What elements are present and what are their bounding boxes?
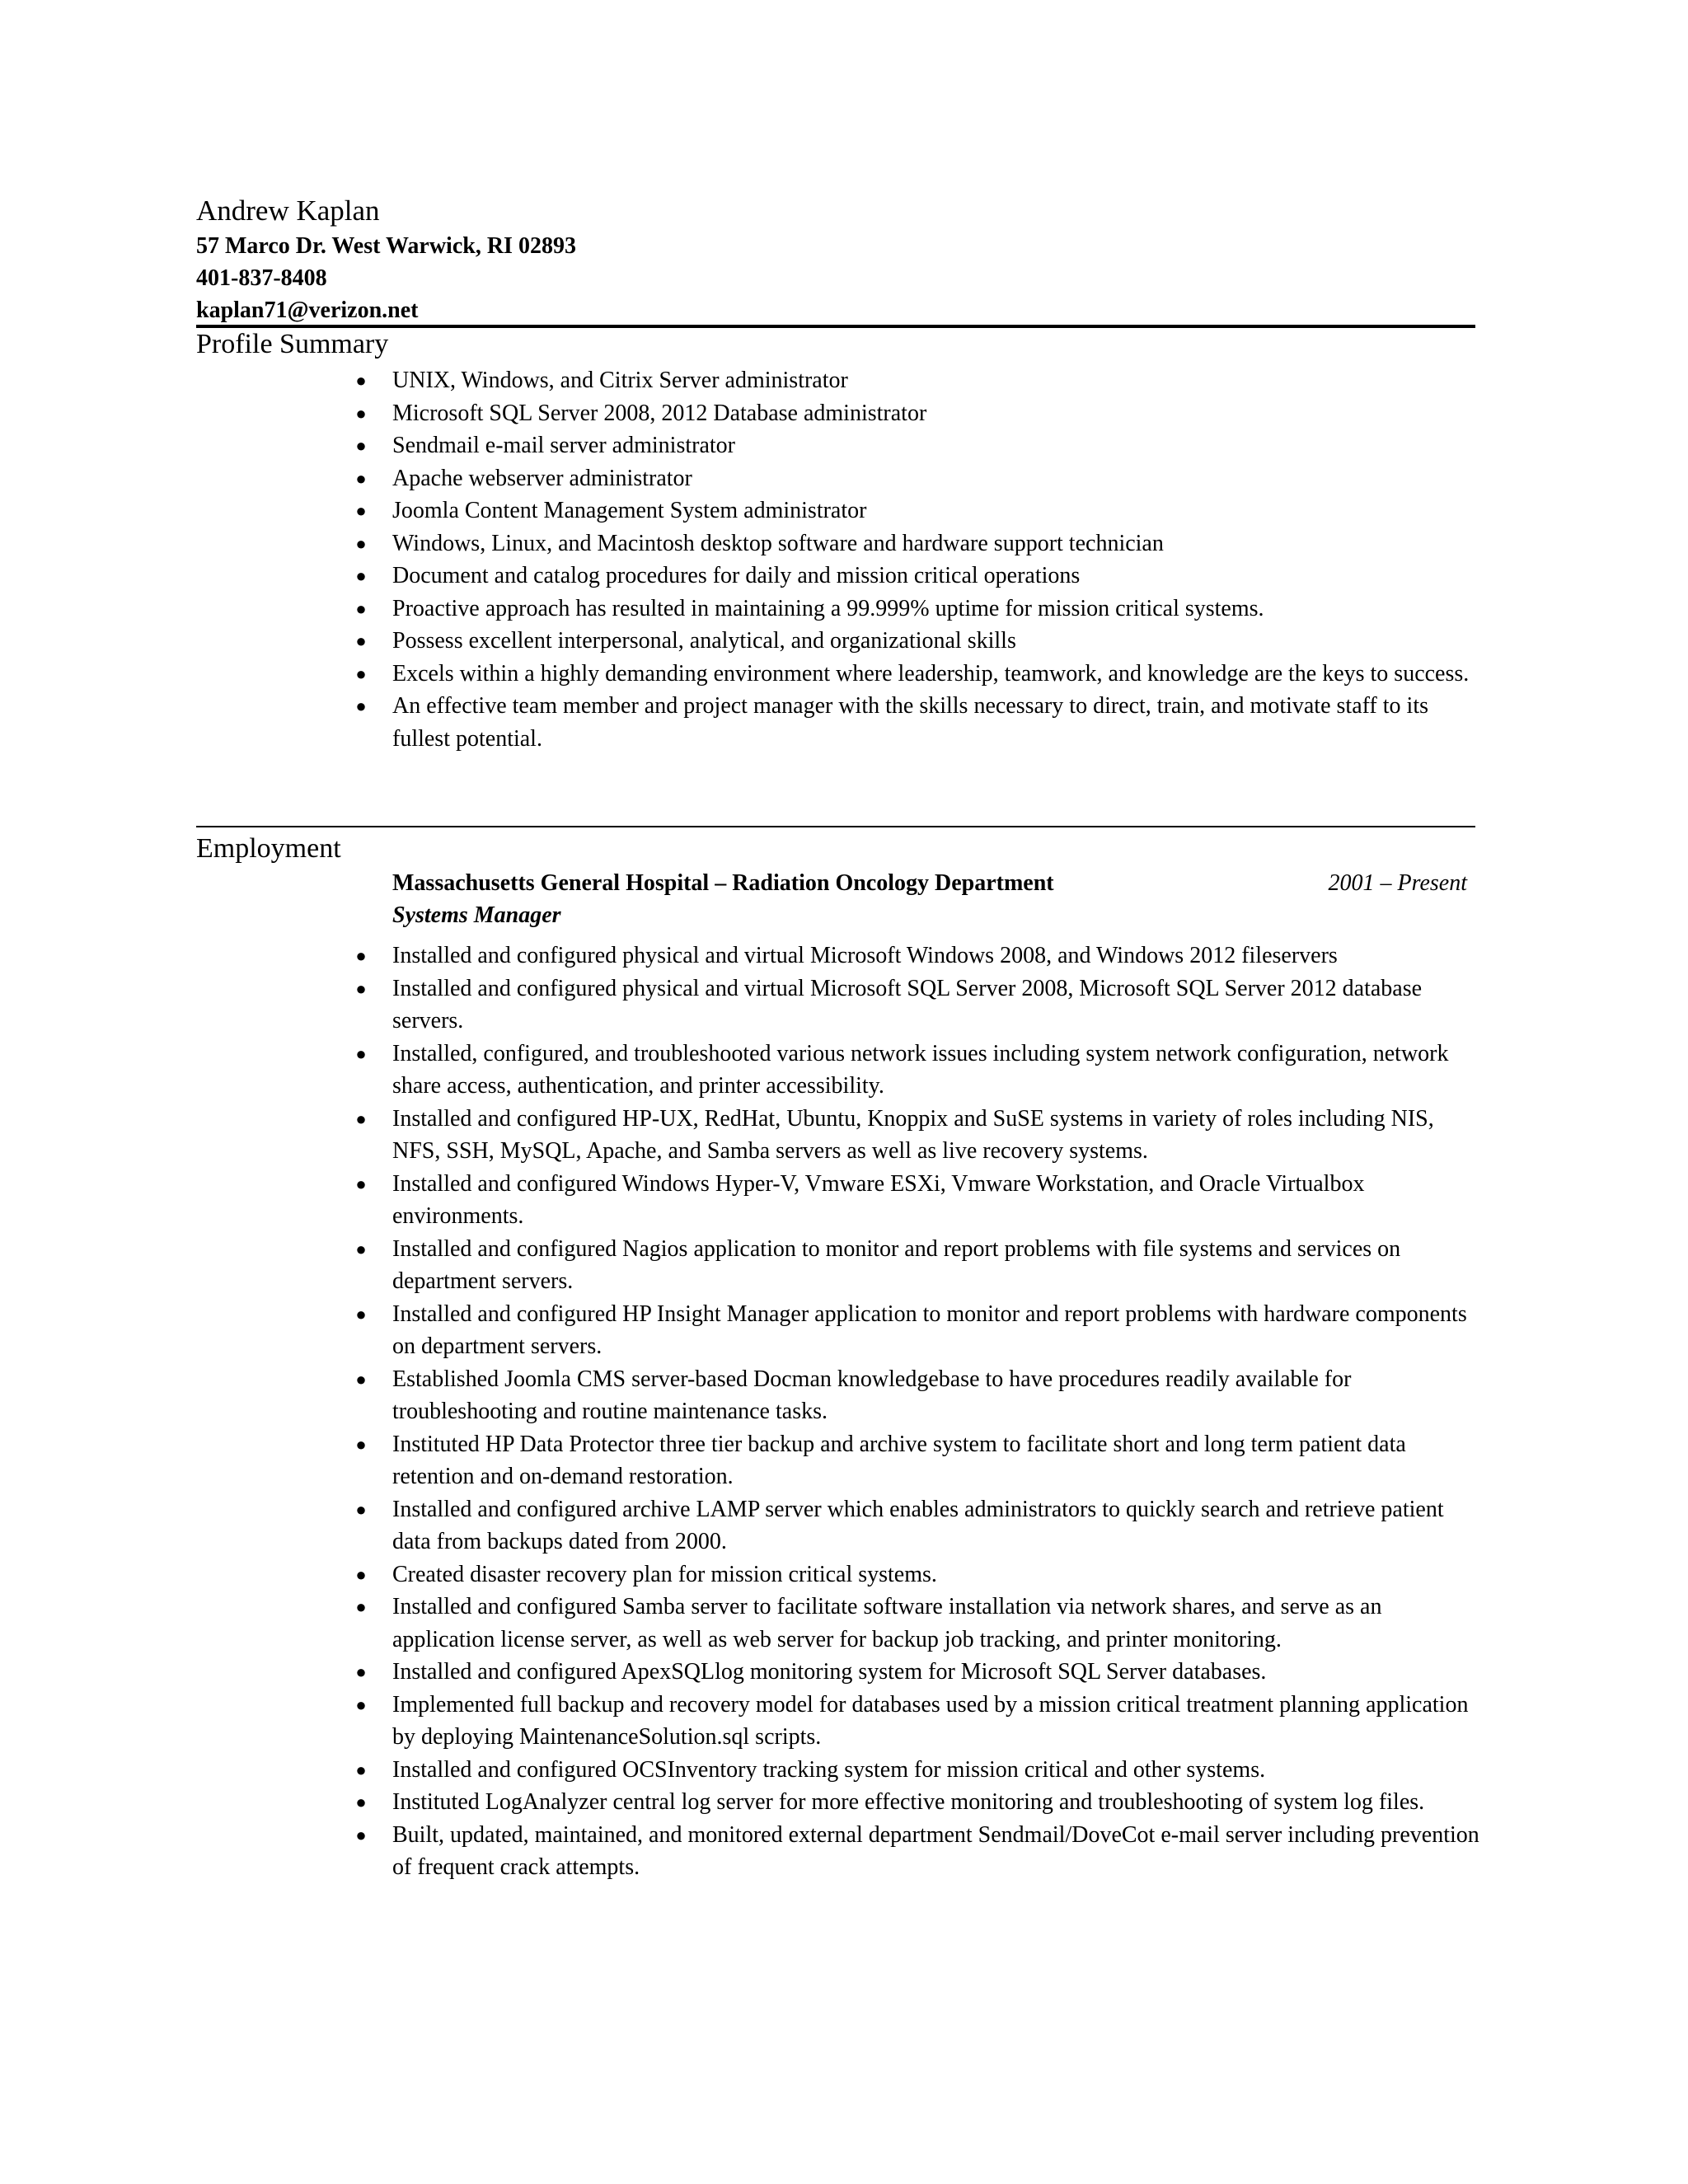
- list-item: ● Built, updated, maintained, and monitored external department Sendmail/DoveCot e-mail server including prevention of frequent crack attempts.: [353, 1819, 1482, 1884]
- list-item: ● Installed and configured physical and virtual Microsoft Windows 2008, and Windows 2012 fileservers: [353, 940, 1482, 972]
- bullet-icon: ●: [355, 1433, 367, 1455]
- employer-line: [392, 867, 1467, 899]
- list-item: ● Excels within a highly demanding environment where leadership, teamwork, and knowledge are the keys to success.: [353, 658, 1482, 691]
- bullet-icon: ●: [355, 435, 367, 456]
- bullet-icon: ●: [355, 1108, 367, 1129]
- list-item: ● Installed and configured Samba server to facilitate software installation via network shares, and serve as an application license server, as well as web server for backup job tracking, and printer monitoring.: [353, 1591, 1482, 1656]
- list-item: ● Installed and configured Windows Hyper-V, Vmware ESXi, Vmware Workstation, and Oracle Virtualbox environments.: [353, 1168, 1482, 1233]
- list-item: ● Document and catalog procedures for daily and mission critical operations: [353, 560, 1482, 593]
- job-header: [392, 867, 1467, 931]
- bullet-icon: ●: [355, 1792, 367, 1812]
- list-item: ● UNIX, Windows, and Citrix Server administrator: [353, 364, 1482, 397]
- employment-heading: Employment: [196, 833, 341, 864]
- bullet-icon: ●: [355, 467, 367, 489]
- profile-summary-list: [353, 364, 1482, 755]
- profile-summary-heading: Profile Summary: [196, 329, 389, 359]
- phone-number: 401-837-8408: [196, 265, 327, 291]
- list-item: ● Created disaster recovery plan for mission critical systems.: [353, 1558, 1482, 1591]
- bullet-icon: ●: [355, 1498, 367, 1520]
- bullet-icon: ●: [355, 1173, 367, 1194]
- bullet-icon: ●: [355, 370, 367, 391]
- employment-duties-list: [353, 940, 1482, 1884]
- bullet-icon: ●: [355, 1043, 367, 1064]
- section-divider: [196, 826, 1475, 827]
- list-item: ● Installed and configured HP Insight Manager application to monitor and report problems with hardware components on department servers.: [353, 1298, 1482, 1363]
- bullet-icon: ●: [355, 1303, 367, 1324]
- employer-name: Massachusetts General Hospital – Radiation Oncology Department: [392, 870, 1054, 896]
- list-item: ● Joomla Content Management System administrator: [353, 494, 1482, 527]
- list-item: ● Established Joomla CMS server-based Docman knowledgebase to have procedures readily available for troubleshooting and routine maintenance tasks.: [353, 1363, 1482, 1428]
- bullet-icon: ●: [355, 1238, 367, 1259]
- list-item: ● Installed and configured OCSInventory tracking system for mission critical and other systems.: [353, 1754, 1482, 1787]
- applicant-name: Andrew Kaplan: [196, 194, 380, 227]
- bullet-icon: ●: [355, 1661, 367, 1682]
- list-item: ● Installed, configured, and troubleshooted various network issues including system network configuration, network share access, authentication, and printer accessibility.: [353, 1038, 1482, 1103]
- bullet-icon: ●: [355, 1824, 367, 1845]
- list-item: ● An effective team member and project manager with the skills necessary to direct, train, and motivate staff to its fullest potential.: [353, 690, 1482, 755]
- bullet-icon: ●: [355, 1759, 367, 1780]
- list-item: ● Microsoft SQL Server 2008, 2012 Database administrator: [353, 397, 1482, 430]
- list-item: ● Possess excellent interpersonal, analytical, and organizational skills: [353, 625, 1482, 658]
- bullet-icon: ●: [355, 598, 367, 619]
- bullet-icon: ●: [355, 945, 367, 966]
- bullet-icon: ●: [355, 402, 367, 424]
- email-address: kaplan71@verizon.net: [196, 298, 419, 323]
- list-item: ● Installed and configured ApexSQLlog monitoring system for Microsoft SQL Server databases.: [353, 1656, 1482, 1689]
- employment-dates: 2001 – Present: [1328, 870, 1467, 896]
- bullet-icon: ●: [355, 630, 367, 651]
- bullet-icon: ●: [355, 1563, 367, 1585]
- list-item: ● Apache webserver administrator: [353, 462, 1482, 495]
- list-item: ● Instituted LogAnalyzer central log server for more effective monitoring and troubleshooting of system log files.: [353, 1786, 1482, 1819]
- bullet-icon: ●: [355, 1368, 367, 1390]
- list-item: ● Proactive approach has resulted in maintaining a 99.999% uptime for mission critical systems.: [353, 593, 1482, 626]
- list-item: ● Installed and configured HP-UX, RedHat, Ubuntu, Knoppix and SuSE systems in variety of roles including NIS, NFS, SSH, MySQL, Apache, and Samba servers as well as live recovery systems.: [353, 1103, 1482, 1168]
- list-item: ● Instituted HP Data Protector three tier backup and archive system to facilitate short and long term patient data retention and on-demand restoration.: [353, 1428, 1482, 1493]
- job-title: Systems Manager: [392, 902, 561, 928]
- list-item: ● Sendmail e-mail server administrator: [353, 429, 1482, 462]
- list-item: ● Installed and configured Nagios application to monitor and report problems with file systems and services on department servers.: [353, 1233, 1482, 1298]
- bullet-icon: ●: [355, 663, 367, 684]
- bullet-icon: ●: [355, 696, 367, 716]
- address: 57 Marco Dr. West Warwick, RI 02893: [196, 233, 576, 259]
- bullet-icon: ●: [355, 565, 367, 586]
- resume-header: [196, 192, 1482, 326]
- bullet-icon: ●: [355, 1694, 367, 1715]
- bullet-icon: ●: [355, 977, 367, 999]
- bullet-icon: ●: [355, 1596, 367, 1617]
- list-item: ● Windows, Linux, and Macintosh desktop software and hardware support technician: [353, 527, 1482, 560]
- list-item: ● Implemented full backup and recovery model for databases used by a mission critical treatment planning application by deploying MaintenanceSolution.sql scripts.: [353, 1689, 1482, 1754]
- list-item: ● Installed and configured archive LAMP server which enables administrators to quickly search and retrieve patient data from backups dated from 2000.: [353, 1493, 1482, 1558]
- list-item: ● Installed and configured physical and virtual Microsoft SQL Server 2008, Microsoft SQL Server 2012 database servers.: [353, 972, 1482, 1038]
- bullet-icon: ●: [355, 532, 367, 554]
- bullet-icon: ●: [355, 500, 367, 521]
